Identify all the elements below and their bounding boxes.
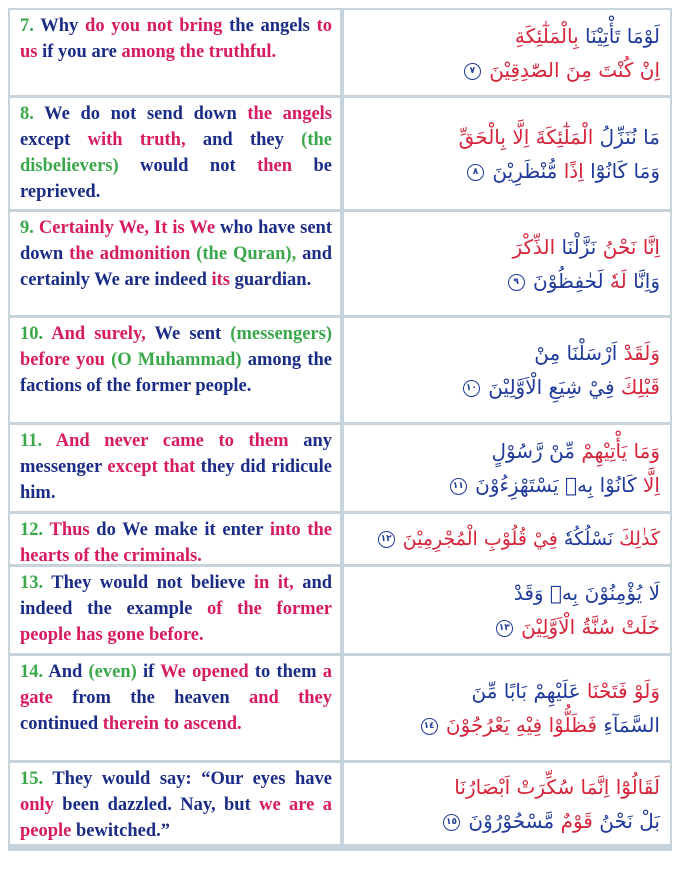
translation-segment: (O Muhammad) — [111, 350, 248, 370]
verse-row-9 — [10, 212, 670, 315]
arabic-segment: اِنَّا نَحْنُ — [596, 234, 660, 259]
arabic-segment: لَحٰفِظُوْنَ — [533, 268, 604, 293]
translation-segment: Why — [40, 16, 86, 36]
verse-end-marker: ١٠ — [463, 380, 480, 397]
verse-end-marker: ١٢ — [378, 531, 395, 548]
arabic-line — [491, 434, 660, 468]
arabic-segment: لَهٗ — [603, 268, 627, 293]
translation-text — [20, 517, 332, 569]
translation-segment: into the hearts of the criminals. — [20, 520, 333, 566]
translation-segment: if — [142, 662, 161, 682]
translation-segment: We sent — [154, 324, 231, 344]
translation-segment: the angels — [229, 16, 317, 36]
arabic-segment: لَا يُؤْمِنُوْنَ بِهٖ وَقَدْ — [513, 581, 660, 605]
translation-segment: in it, — [253, 573, 303, 593]
arabic-segment: وَلَقَدْ — [617, 341, 660, 365]
verse-row-10 — [10, 318, 670, 422]
arabic-line — [534, 336, 660, 370]
arabic-line — [514, 576, 660, 610]
verse-number: 7. — [20, 16, 41, 36]
verse-row-12 — [10, 514, 670, 564]
translation-segment: except — [20, 130, 88, 150]
translation-segment: We opened — [160, 662, 255, 682]
arabic-segment: اِلَّا — [636, 473, 660, 497]
arabic-segment: كَانُوْا بِهٖ يَسْتَهْزِءُوْنَ — [475, 473, 637, 497]
arabic-line — [450, 468, 660, 502]
translation-segment: And — [48, 662, 89, 682]
translation-segment: any messenger — [20, 431, 332, 477]
arabic-segment: فِيْ شِيَعِ الْاَوَّلِيْنَ — [488, 375, 615, 399]
translation-segment: and they — [202, 130, 302, 150]
translation-cell — [10, 656, 340, 760]
translation-segment: who have sent down — [20, 218, 332, 264]
verse-end-marker: ١٣ — [496, 620, 513, 637]
arabic-line — [512, 230, 660, 264]
arabic-segment: الذِّكْرَ — [512, 234, 556, 259]
translation-cell — [10, 10, 340, 95]
translation-segment: the truthful. — [179, 42, 277, 62]
arabic-cell — [344, 567, 670, 653]
arabic-segment: لَوْمَا تَأْتِيْنَا — [578, 23, 660, 48]
arabic-line — [459, 120, 660, 154]
arabic-segment: الْمَلٰٓئِكَةَ اِلَّا بِالْحَقِّ — [458, 124, 594, 149]
translation-segment: And surely, — [51, 324, 155, 344]
verse-end-marker: ١١ — [450, 478, 467, 495]
translation-cell — [10, 763, 340, 844]
arabic-segment: خَلَتْ — [615, 615, 660, 639]
translation-segment: they did ridicule him. — [20, 457, 332, 503]
arabic-segment: وَلَوْ فَتَحْنَا — [580, 679, 660, 703]
arabic-cell — [344, 98, 670, 209]
translation-segment: (the Quran), — [196, 244, 303, 264]
translation-segment: we are a people — [20, 795, 332, 841]
arabic-cell — [344, 425, 670, 511]
translation-segment: a gate — [20, 662, 332, 708]
translation-segment: of the former people has gone before. — [20, 599, 333, 645]
translation-segment: the admonition — [69, 244, 197, 264]
verse-row-11 — [10, 425, 670, 511]
translation-segment: do you not bring — [85, 16, 230, 36]
arabic-segment: بَلْ نَحْنُ — [592, 808, 660, 833]
arabic-segment: اِنَّمَا سُكِّرَتْ اَبْصَارُنَا — [454, 774, 610, 799]
arabic-segment: نَسْلُكُهٗ — [557, 528, 614, 550]
translation-cell — [10, 567, 340, 653]
arabic-line — [471, 674, 660, 708]
arabic-line — [496, 610, 660, 644]
arabic-segment: قَبْلِكَ — [614, 375, 660, 399]
arabic-cell — [344, 318, 670, 422]
translation-segment: therein to ascend. — [102, 714, 242, 734]
verse-number: 13. — [20, 573, 52, 593]
verse-row-8 — [10, 98, 670, 209]
verse-row-13 — [10, 567, 670, 653]
arabic-segment: وَمَا يَأْتِيْهِمْ — [575, 439, 660, 463]
translation-segment: and they — [248, 688, 333, 708]
arabic-segment: اِذًا — [557, 158, 584, 183]
translation-segment: would not — [140, 156, 258, 176]
arabic-segment: قَوْمٌ — [554, 808, 593, 833]
translation-segment: among — [121, 42, 180, 62]
arabic-segment: بِالْمَلٰٓئِكَةِ — [514, 23, 579, 48]
translation-segment: Thus — [49, 520, 97, 540]
verse-table — [8, 8, 672, 848]
verse-number: 8. — [20, 104, 45, 124]
translation-segment: (messengers) — [230, 324, 332, 344]
arabic-line — [421, 708, 660, 742]
arabic-segment: مُّنْظَرِيْنَ — [492, 158, 558, 183]
arabic-cell — [344, 514, 670, 564]
verse-number: 14. — [20, 662, 49, 682]
arabic-line — [443, 804, 660, 838]
verse-end-marker: ٩ — [508, 274, 525, 291]
translation-segment: do We make it enter — [96, 520, 270, 540]
translation-segment: been dazzled. Nay, but — [62, 795, 260, 815]
translation-text — [20, 570, 332, 648]
table-bottom-border — [8, 848, 672, 851]
verse-number: 9. — [20, 218, 39, 238]
translation-cell — [10, 514, 340, 564]
translation-cell — [10, 318, 340, 422]
translation-text — [20, 766, 332, 844]
translation-segment: its — [211, 270, 235, 290]
arabic-line — [508, 264, 660, 298]
translation-segment: from the heaven — [72, 688, 249, 708]
translation-cell — [10, 98, 340, 209]
translation-segment: bewitched.” — [76, 821, 171, 841]
translation-segment: guardian. — [234, 270, 312, 290]
translation-segment: Certainly We, It is We — [38, 218, 221, 238]
translation-segment: be reprieved. — [20, 156, 333, 202]
translation-segment: and certainly We are indeed — [20, 244, 332, 290]
arabic-line — [378, 524, 660, 554]
translation-text — [20, 215, 332, 293]
translation-text — [20, 321, 332, 399]
verse-end-marker: ١٥ — [443, 814, 460, 831]
arabic-segment: فَظَلُّوْا فِيْهِ يَعْرُجُوْنَ — [445, 713, 598, 737]
arabic-segment: مِنَ الصّٰدِقِيْنَ — [489, 57, 592, 82]
translation-segment: continued — [20, 714, 103, 734]
verse-end-marker: ٨ — [467, 164, 484, 181]
arabic-segment: سُنَّةُ الْاَوَّلِيْنَ — [521, 615, 616, 639]
translation-segment: to them — [254, 662, 323, 682]
arabic-segment: لَقَالُوْٓا — [609, 774, 660, 799]
translation-segment: with truth, — [87, 130, 203, 150]
verse-number: 10. — [20, 324, 52, 344]
arabic-line — [463, 370, 660, 404]
translation-segment: before you — [20, 350, 112, 370]
arabic-segment: مَا نُنَزِّلُ — [593, 124, 660, 149]
arabic-segment: نَزَّلْنَا — [555, 234, 597, 259]
translation-text — [20, 101, 332, 205]
arabic-cell — [344, 656, 670, 760]
arabic-segment: اَرْسَلْنَا مِنْ — [534, 341, 618, 365]
translation-text — [20, 659, 332, 737]
arabic-segment: فِيْ قُلُوْبِ الْمُجْرِمِيْنَ — [402, 528, 558, 550]
arabic-segment: السَّمَآءِ — [597, 713, 660, 737]
verse-number: 11. — [20, 431, 56, 451]
arabic-line — [464, 53, 660, 87]
translation-segment: (even) — [88, 662, 143, 682]
arabic-segment: عَلَيْهِمْ بَابًا مِّنَ — [471, 679, 581, 703]
arabic-segment: مِّنْ رَّسُوْلٍ — [491, 439, 576, 463]
arabic-cell — [344, 10, 670, 95]
translation-segment: and indeed the example — [20, 573, 333, 619]
translation-segment: And never came to them — [55, 431, 304, 451]
arabic-cell — [344, 763, 670, 844]
arabic-cell — [344, 212, 670, 315]
translation-segment: the angels — [247, 104, 333, 124]
verse-number: 15. — [20, 769, 53, 789]
translation-segment: then — [257, 156, 314, 176]
translation-text — [20, 13, 332, 65]
arabic-segment: وَمَا كَانُوْٓا — [583, 158, 660, 183]
verse-number: 12. — [20, 520, 50, 540]
verse-end-marker: ١٤ — [421, 718, 438, 735]
verse-row-14 — [10, 656, 670, 760]
arabic-line — [467, 154, 660, 188]
translation-segment: except that — [107, 457, 201, 477]
arabic-segment: مَّسْحُوْرُوْنَ — [468, 808, 555, 833]
translation-cell — [10, 425, 340, 511]
arabic-line — [454, 770, 660, 804]
translation-text — [20, 428, 332, 506]
arabic-segment: وَاِنَّا — [626, 268, 660, 293]
translation-segment: among the factions of the former people. — [20, 350, 332, 396]
translation-segment: They would say: “Our eyes have — [52, 769, 332, 789]
translation-segment: (the disbelievers) — [20, 130, 332, 176]
translation-segment: if you are — [42, 42, 122, 62]
arabic-segment: اِنْ كُنْتَ — [591, 57, 660, 82]
translation-segment: to us — [20, 16, 332, 62]
verse-row-7 — [10, 10, 670, 95]
translation-cell — [10, 212, 340, 315]
translation-segment: only — [20, 795, 63, 815]
arabic-segment: كَذٰلِكَ — [613, 528, 660, 550]
arabic-line — [515, 19, 660, 53]
translation-segment: We do not send down — [44, 104, 248, 124]
verse-row-15 — [10, 763, 670, 844]
verse-end-marker: ٧ — [464, 63, 481, 80]
translation-segment: They would not believe — [51, 573, 254, 593]
